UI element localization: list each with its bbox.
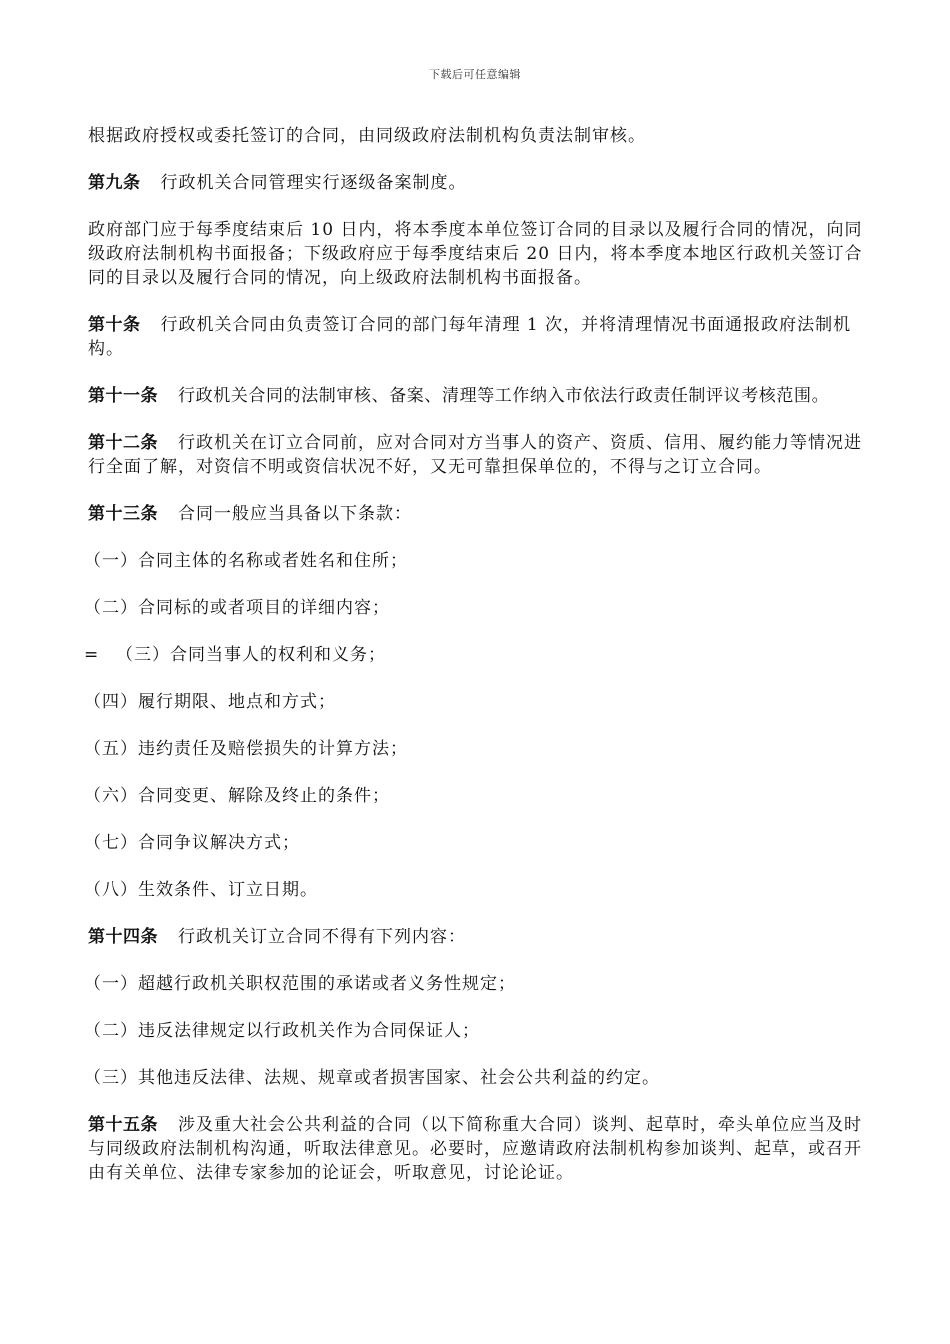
article-14-item-1: （一）超越行政机关职权范围的承诺或者义务性规定；: [84, 974, 516, 994]
equals-mark: =: [84, 645, 100, 665]
header-note: 下载后可任意编辑: [429, 68, 521, 81]
article-12: [88, 431, 878, 479]
article-10-title: 第十条: [88, 315, 141, 335]
document-body: [84, 124, 878, 1208]
article-11-title: 第十一条: [88, 386, 158, 406]
article-13-item-7: （七）合同争议解决方式；: [84, 833, 300, 853]
article-11: [88, 384, 878, 408]
article-13-item-6: （六）合同变更、解除及终止的条件；: [84, 786, 390, 806]
article-14-title: 第十四条: [88, 927, 158, 947]
article-13-item-3-text: （三）合同当事人的权利和义务；: [116, 645, 386, 665]
article-13-item-1: （一）合同主体的名称或者姓名和住所；: [84, 551, 408, 571]
article-15-title: 第十五条: [88, 1115, 158, 1135]
article-12-text: 行政机关在订立合同前，应对合同对方当事人的资产、资质、信用、履约能力等情况进行全面了解，对资信不明或资信状况不好，又无可靠担保单位的，不得与之订立合同。: [88, 433, 862, 477]
article-9-text: 行政机关合同管理实行逐级备案制度。: [160, 173, 467, 193]
article-13-text: 合同一般应当具备以下条款：: [178, 504, 412, 524]
article-10-text: 行政机关合同由负责签订合同的部门每年清理 1 次，并将清理情况书面通报政府法制机构。: [88, 315, 852, 359]
article-10: [88, 313, 878, 361]
article-12-title: 第十二条: [88, 433, 158, 453]
article-15: [88, 1113, 878, 1185]
article-14-text: 行政机关订立合同不得有下列内容：: [178, 927, 466, 947]
article-14-item-2: （二）违反法律规定以行政机关作为合同保证人；: [84, 1021, 480, 1041]
article-13-item-2: （二）合同标的或者项目的详细内容；: [84, 598, 390, 618]
article-13-title: 第十三条: [88, 504, 158, 524]
article-15-text: 涉及重大社会公共利益的合同（以下简称重大合同）谈判、起草时，牵头单位应当及时与同级政府法制机构沟通，听取法律意见。必要时，应邀请政府法制机构参加谈判、起草，或召开由有关单位、法律专家参加的论证会，听取意见，讨论论证。: [88, 1115, 862, 1183]
paragraph-authorization: 根据政府授权或委托签订的合同，由同级政府法制机构负责法制审核。: [88, 126, 646, 146]
article-13: [88, 502, 878, 526]
article-14-item-3: （三）其他违反法律、法规、规章或者损害国家、社会公共利益的约定。: [84, 1068, 660, 1088]
article-9: [88, 171, 878, 195]
article-13-item-8: （八）生效条件、订立日期。: [84, 880, 318, 900]
article-9-title: 第九条: [88, 173, 141, 193]
article-13-item-3: [84, 643, 878, 667]
paragraph-quarterly-filing: 政府部门应于每季度结束后 10 日内，将本季度本单位签订合同的目录以及履行合同的情况，向同级政府法制机构书面报备；下级政府应于每季度结束后 20 日内，将本季度本地区行政机关签订合同的目录以及履行合同的情况，向上级政府法制机构书面报备。: [88, 220, 863, 288]
article-14: [88, 925, 878, 949]
article-11-text: 行政机关合同的法制审核、备案、清理等工作纳入市依法行政责任制评议考核范围。: [178, 386, 830, 406]
article-13-item-4: （四）履行期限、地点和方式；: [84, 692, 336, 712]
article-13-item-5: （五）违约责任及赔偿损失的计算方法；: [84, 739, 408, 759]
